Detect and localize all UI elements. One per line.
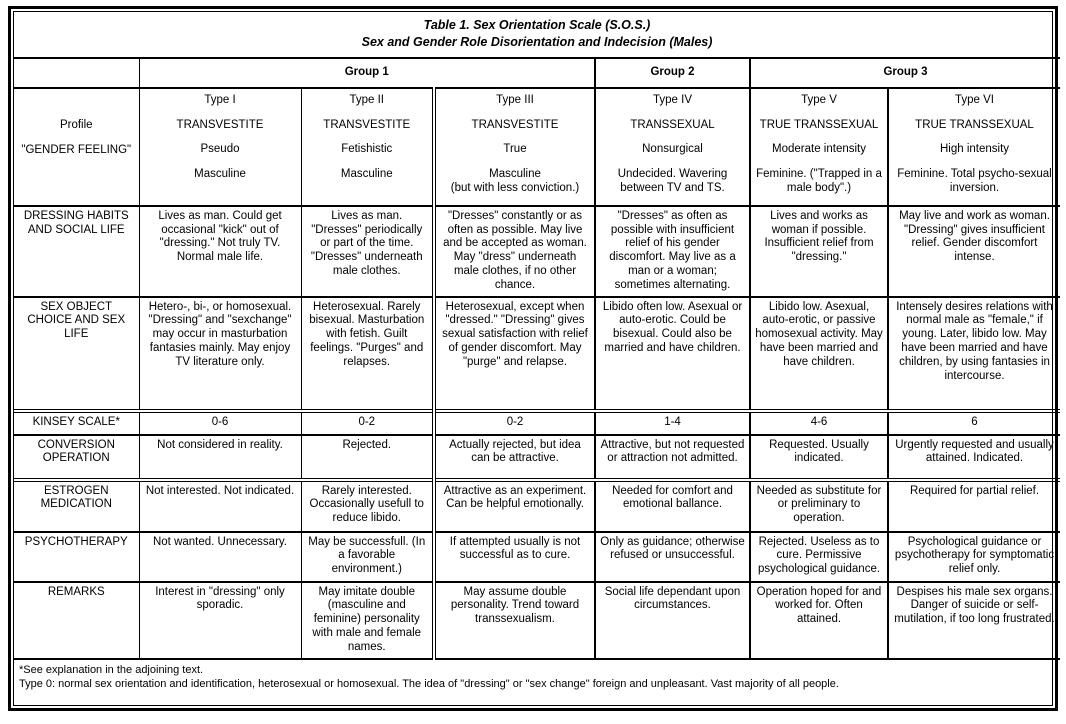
type-subtype: High intensity — [939, 143, 1010, 156]
profile-cell-type1 — [139, 88, 301, 206]
type-name: TRANSVESTITE — [471, 118, 559, 131]
row-label-estrogen-medication: ESTROGEN MEDICATION — [14, 480, 139, 532]
cell: Interest in "dressing" only sporadic. — [139, 582, 301, 659]
table-title — [14, 12, 1060, 58]
type-feeling-2: (but with less conviction.) — [450, 181, 580, 194]
cell: 6 — [888, 411, 1060, 435]
profile-label-spacer — [18, 94, 135, 108]
footnote-row — [14, 659, 1060, 705]
group-header-1: Group 1 — [139, 58, 595, 88]
row-label-psychotherapy: PSYCHOTHERAPY — [14, 532, 139, 582]
cell: 0-2 — [434, 411, 595, 435]
dressing-habits-row — [14, 206, 1060, 297]
cell: May live and work as woman. "Dressing" gives insufficient relief. Gender discomfort intense. — [888, 206, 1060, 297]
title-line-2: Sex and Gender Role Disorientation and Indecision (Males) — [361, 34, 713, 49]
type-name: TRUE TRANSSEXUAL — [759, 118, 879, 131]
cell: Intensely desires relations with normal male as "female," if young. Later, libido low. May have been married and have children, by using fantasies in intercourse. — [888, 297, 1060, 411]
conversion-operation-row — [14, 435, 1060, 480]
cell: Rejected. Useless as to cure. Permissive psychological guidance. — [750, 532, 888, 582]
type-subtype: True — [503, 143, 527, 156]
profile-cell-type5 — [750, 88, 888, 206]
cell: Not considered in reality. — [139, 435, 301, 480]
sex-orientation-scale-table — [14, 12, 1060, 705]
group-header-empty — [14, 58, 139, 88]
row-label-remarks: REMARKS — [14, 582, 139, 659]
row-label-kinsey-scale: KINSEY SCALE* — [14, 411, 139, 435]
cell: Hetero-, bi-, or homosexual. "Dressing" and "sexchange" may occur in masturbation fantasies mainly. May enjoy TV literature only. — [139, 297, 301, 411]
cell: Libido low. Asexual, auto-erotic, or passive homosexual activity. May have been married and have children. — [750, 297, 888, 411]
cell: May imitate double (masculine and feminine) personality with male and female names. — [301, 582, 434, 659]
type-feeling: Undecided. Wavering between TV and TS. — [617, 168, 728, 194]
group-header-2: Group 2 — [595, 58, 750, 88]
cell: Lives as man. "Dresses" periodically or part of the time. "Dresses" underneath male clothes. — [301, 206, 434, 297]
sex-object-row — [14, 297, 1060, 411]
cell: Social life dependant upon circumstances. — [595, 582, 750, 659]
cell: 0-6 — [139, 411, 301, 435]
type-header: Type III — [496, 93, 534, 106]
type-feeling: Feminine. Total psycho-sexual inversion. — [897, 168, 1052, 194]
row-label-conversion-operation: CONVERSION OPERATION — [14, 435, 139, 480]
cell: "Dresses" constantly or as often as possible. May live and be accepted as woman. May "dress" underneath male clothes, if no other chance. — [434, 206, 595, 297]
type-name: TRANSSEXUAL — [630, 118, 715, 131]
cell: Rarely interested. Occasionally usefull to reduce libido. — [301, 480, 434, 532]
type-subtype: Nonsurgical — [642, 143, 703, 156]
profile-cell-type6 — [888, 88, 1060, 206]
type-name: TRUE TRANSSEXUAL — [915, 118, 1034, 131]
cell: "Dresses" as often as possible with insufficient relief of his gender discomfort. May live as a man or a woman; sometimes alternating. — [595, 206, 750, 297]
type-name: TRANSVESTITE — [323, 118, 411, 131]
type-header: Type V — [801, 93, 837, 106]
gender-feeling-label: "GENDER FEELING" — [21, 143, 132, 156]
type-header: Type IV — [653, 93, 692, 106]
type-subtype: Moderate intensity — [772, 143, 866, 156]
row-label-dressing-habits: DRESSING HABITS AND SOCIAL LIFE — [14, 206, 139, 297]
footnote-cell — [14, 659, 1060, 705]
cell: Attractive, but not requested or attraction not admitted. — [595, 435, 750, 480]
cell: Operation hoped for and worked for. Often attained. — [750, 582, 888, 659]
type-subtype: Fetishistic — [341, 143, 393, 156]
title-row — [14, 12, 1060, 58]
row-label-sex-object: SEX OBJECT CHOICE AND SEX LIFE — [14, 297, 139, 411]
psychotherapy-row — [14, 532, 1060, 582]
row-label-profile — [14, 88, 139, 206]
table-inner-frame — [13, 11, 1053, 706]
cell: Despises his male sex organs. Danger of suicide or self-mutilation, if too long frustrated. — [888, 582, 1060, 659]
cell: May assume double personality. Trend toward transsexualism. — [434, 582, 595, 659]
cell: Heterosexual. Rarely bisexual. Masturbation with fetish. Guilt feelings. "Purges" and relapses. — [301, 297, 434, 411]
cell: Not interested. Not indicated. — [139, 480, 301, 532]
cell: Needed for comfort and emotional ballance. — [595, 480, 750, 532]
profile-cell-type3 — [434, 88, 595, 206]
footnote-type0: Type 0: normal sex orientation and identification, heterosexual or homosexual. The idea of "dressing" or "sex change" foreign and unpleasant. Vast majority of all people. — [19, 678, 839, 691]
type-feeling: Masculine — [489, 168, 541, 181]
cell: Urgently requested and usually attained. Indicated. — [888, 435, 1060, 480]
cell: Lives as man. Could get occasional "kick" out of "dressing." Not truly TV. Normal male life. — [139, 206, 301, 297]
cell: Rejected. — [301, 435, 434, 480]
cell: Attractive as an experiment. Can be helpful emotionally. — [434, 480, 595, 532]
type-feeling: Feminine. ("Trapped in a male body".) — [756, 168, 882, 194]
profile-cell-type4 — [595, 88, 750, 206]
estrogen-medication-row — [14, 480, 1060, 532]
type-feeling: Masculine — [340, 168, 393, 181]
group-header-row — [14, 58, 1060, 88]
footnote-asterisk: *See explanation in the adjoining text. — [19, 663, 204, 676]
profile-row — [14, 88, 1060, 206]
remarks-row — [14, 582, 1060, 659]
type-subtype: Pseudo — [200, 143, 240, 156]
cell: Heterosexual, except when "dressed." "Dressing" gives sexual satisfaction with relief of gender discomfort. May "purge" and relapse. — [434, 297, 595, 411]
title-line-1: Table 1. Sex Orientation Scale (S.O.S.) — [423, 18, 651, 32]
kinsey-scale-row — [14, 411, 1060, 435]
cell: 1-4 — [595, 411, 750, 435]
cell: May be successfull. (In a favorable environment.) — [301, 532, 434, 582]
cell: Not wanted. Unnecessary. — [139, 532, 301, 582]
group-header-3: Group 3 — [750, 58, 1060, 88]
cell: Lives and works as woman if possible. Insufficient relief from "dressing." — [750, 206, 888, 297]
type-header: Type VI — [955, 93, 994, 106]
type-header: Type II — [349, 93, 385, 106]
profile-cell-type2 — [301, 88, 434, 206]
type-feeling: Masculine — [194, 168, 246, 181]
profile-label: Profile — [59, 118, 93, 131]
cell: Actually rejected, but idea can be attractive. — [434, 435, 595, 480]
cell: Required for partial relief. — [888, 480, 1060, 532]
cell: Libido often low. Asexual or auto-erotic. Could be bisexual. Could also be married and have children. — [595, 297, 750, 411]
cell: 0-2 — [301, 411, 434, 435]
type-header: Type I — [204, 93, 236, 106]
cell: Requested. Usually indicated. — [750, 435, 888, 480]
cell: If attempted usually is not successful as to cure. — [434, 532, 595, 582]
cell: Psychological guidance or psychotherapy for symptomatic relief only. — [888, 532, 1060, 582]
cell: Only as guidance; otherwise refused or unsuccessful. — [595, 532, 750, 582]
cell: 4-6 — [750, 411, 888, 435]
type-name: TRANSVESTITE — [176, 118, 264, 131]
table-outer-frame — [8, 6, 1058, 711]
cell: Needed as substitute for or preliminary to operation. — [750, 480, 888, 532]
